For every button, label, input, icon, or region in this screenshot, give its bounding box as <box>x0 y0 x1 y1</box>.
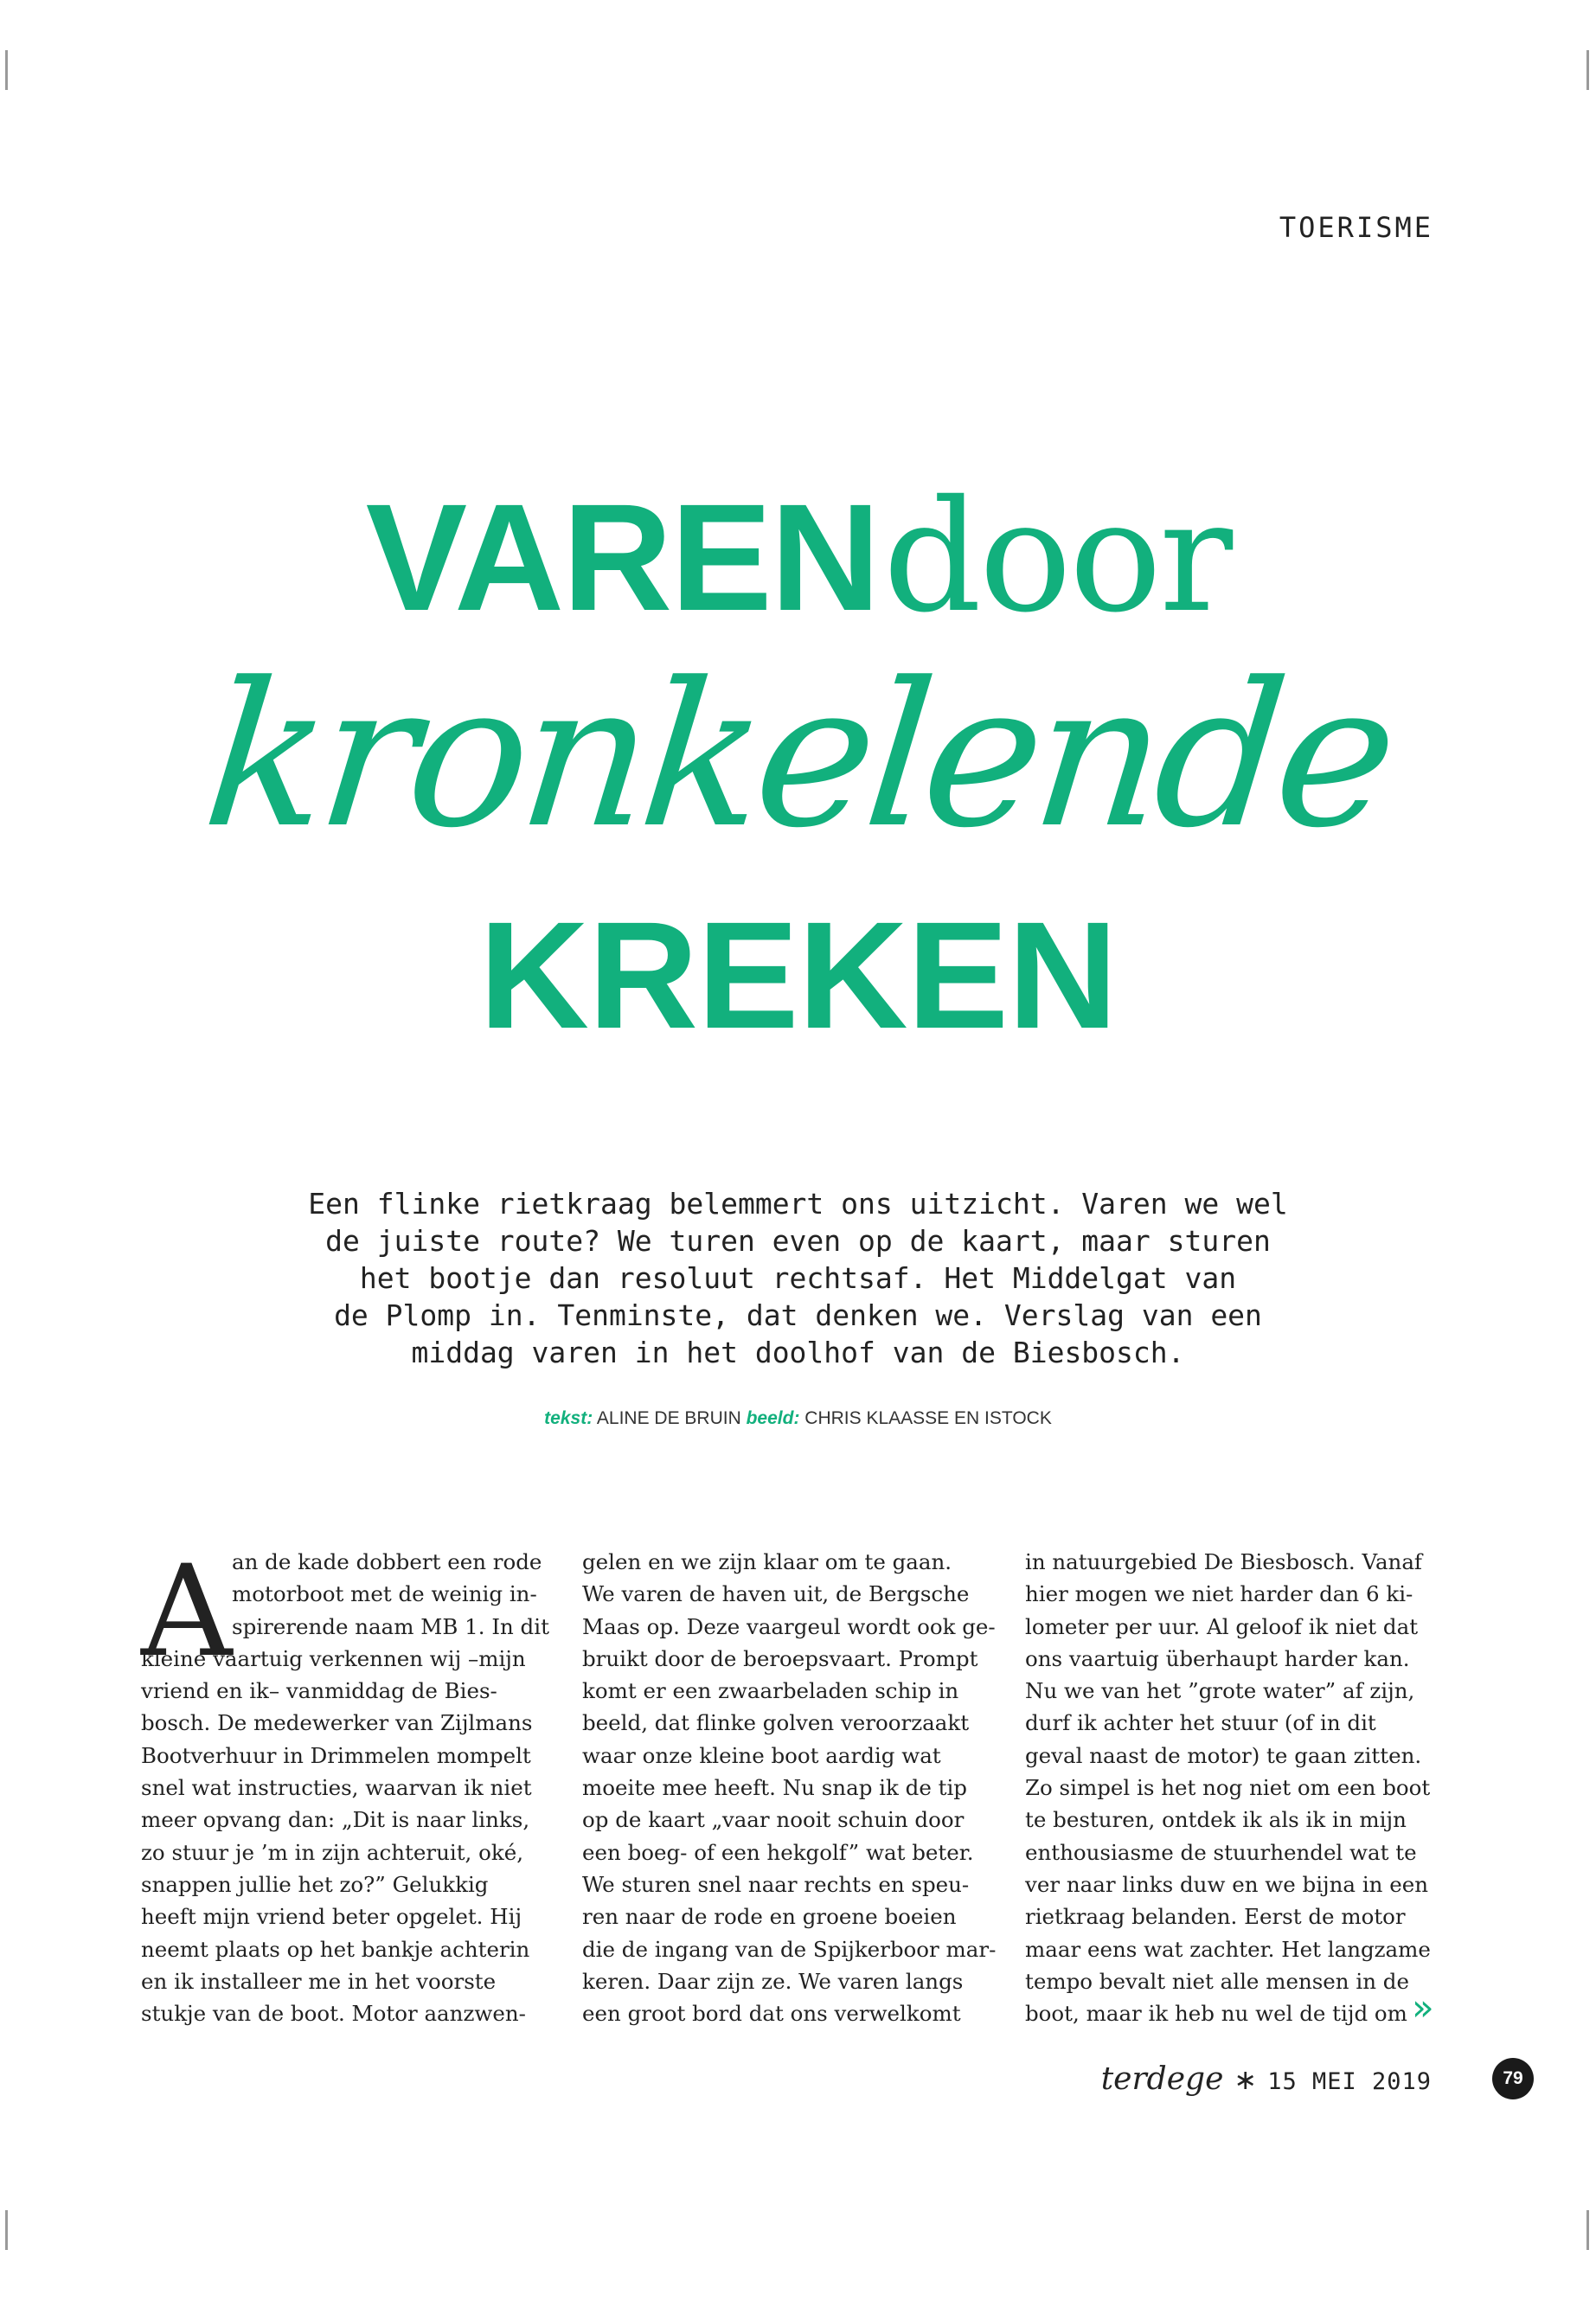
magazine-brand: terdege <box>1100 2061 1224 2097</box>
body-line: enthousiasme de stuurhendel wat te <box>1025 1839 1417 1865</box>
credits <box>0 1408 1596 1429</box>
body-line: heeft mijn vriend beter opgelet. Hij <box>141 1904 522 1930</box>
body-line: een boeg- of een hekgolf” wat beter. <box>582 1839 974 1865</box>
body-line: geval naast de motor) te gaan zitten. <box>1025 1742 1422 1768</box>
intro-line: de Plomp in. Tenminste, dat denken we. Verslag van een <box>334 1298 1262 1332</box>
body-line: komt er een zwaarbeladen schip in <box>582 1678 959 1704</box>
body-line: te besturen, ontdek ik als ik in mijn <box>1025 1807 1407 1833</box>
body-line: bruikt door de beroepsvaart. Prompt <box>582 1645 978 1671</box>
credit-image-label: beeld: <box>746 1408 800 1428</box>
body-line: ver naar links duw en we bijna in een <box>1025 1871 1429 1897</box>
continue-arrow-icon: » <box>1412 1986 1434 2029</box>
body-line: boot, maar ik heb nu wel de tijd om <box>1025 2001 1407 2027</box>
headline-line-1 <box>0 467 1596 646</box>
body-line: maar eens wat zachter. Het langzame <box>1025 1936 1431 1962</box>
drop-cap: A <box>141 1538 233 1685</box>
body-line: zo stuur je ’m in zijn achteruit, oké, <box>141 1839 524 1865</box>
body-line: neemt plaats op het bankje achterin <box>141 1936 530 1962</box>
body-line: lometer per uur. Al geloof ik niet dat <box>1025 1613 1419 1639</box>
body-line: bosch. De medewerker van Zijlmans <box>141 1710 533 1736</box>
body-line: hier mogen we niet harder dan 6 ki- <box>1025 1581 1413 1607</box>
intro-line: de juiste route? We turen even op de kaart, maar sturen <box>325 1224 1271 1258</box>
headline-door: door <box>882 467 1231 646</box>
body-line: kleine vaartuig verkennen wij –mijn <box>141 1645 526 1671</box>
body-line: Zo simpel is het nog niet om een boot <box>1025 1775 1431 1801</box>
headline-varen: VAREN <box>365 473 879 643</box>
body-line: en ik installeer me in het voorste <box>141 1968 497 1994</box>
body-line: moeite mee heeft. Nu snap ik de tip <box>582 1775 967 1801</box>
credit-text-author: ALINE DE BRUIN <box>596 1408 741 1428</box>
body-line: vriend en ik– vanmiddag de Bies- <box>141 1678 497 1704</box>
body-line: ons vaartuig überhaupt harder kan. <box>1025 1645 1410 1671</box>
section-label: TOERISME <box>1279 211 1433 244</box>
intro-line: middag varen in het doolhof van de Biesbosch. <box>411 1336 1185 1369</box>
crop-mark-top-right <box>1586 50 1589 90</box>
intro-line: het bootje dan resoluut rechtsaf. Het Middelgat van <box>359 1261 1237 1295</box>
body-line: We sturen snel naar rechts en speu- <box>582 1871 970 1897</box>
credit-image-author: CHRIS KLAASSE EN ISTOCK <box>804 1408 1052 1428</box>
body-line: motorboot met de weinig in- <box>232 1581 537 1607</box>
intro-line: Een flinke rietkraag belemmert ons uitzicht. Varen we wel <box>308 1187 1288 1221</box>
body-line: an de kade dobbert een rode <box>232 1549 542 1574</box>
body-line: een groot bord dat ons verwelkomt <box>582 2001 961 2027</box>
headline-kronkelende: kronkelende <box>195 641 1401 872</box>
credit-text-label: tekst: <box>544 1408 593 1428</box>
body-line: gelen en we zijn klaar om te gaan. <box>582 1549 952 1574</box>
body-line: rietkraag belanden. Eerst de motor <box>1025 1904 1406 1930</box>
body-column-2 <box>582 1546 997 2029</box>
issue-date: 15 MEI 2019 <box>1267 2068 1432 2095</box>
page-footer <box>1101 2061 1432 2097</box>
body-line: waar onze kleine boot aardig wat <box>582 1742 941 1768</box>
body-line: in natuurgebied De Biesbosch. Vanaf <box>1025 1549 1423 1574</box>
body-line: meer opvang dan: „Dit is naar links, <box>141 1807 530 1833</box>
body-line: Nu we van het ”grote water” af zijn, <box>1025 1678 1415 1704</box>
body-line: tempo bevalt niet alle mensen in de <box>1025 1968 1409 1994</box>
body-line: spirerende naam MB 1. In dit <box>232 1613 549 1639</box>
body-line: stukje van de boot. Motor aanzwen- <box>141 2001 526 2027</box>
body-line: Maas op. Deze vaargeul wordt ook ge- <box>582 1613 996 1639</box>
body-line: snappen jullie het zo?” Gelukkig <box>141 1871 489 1897</box>
asterisk-icon: ∗ <box>1234 2063 1258 2096</box>
page-number: 79 <box>1492 2058 1534 2099</box>
intro-paragraph <box>225 1185 1371 1371</box>
body-line: keren. Daar zijn ze. We varen langs <box>582 1968 964 1994</box>
crop-mark-top-left <box>5 50 8 90</box>
body-line: snel wat instructies, waarvan ik niet <box>141 1775 532 1801</box>
body-line: op de kaart „vaar nooit schuin door <box>582 1807 965 1833</box>
crop-mark-bottom-left <box>5 2210 8 2250</box>
body-line: die de ingang van de Spijkerboor mar- <box>582 1936 997 1962</box>
body-column-1 <box>141 1538 549 2029</box>
headline-kreken: KREKEN <box>478 891 1118 1061</box>
body-line: durf ik achter het stuur (of in dit <box>1025 1710 1376 1736</box>
crop-mark-bottom-right <box>1586 2210 1589 2250</box>
body-column-3 <box>1025 1546 1431 2029</box>
body-line: ren naar de rode en groene boeien <box>582 1904 957 1930</box>
body-line: beeld, dat flinke golven veroorzaakt <box>582 1710 970 1736</box>
body-line: We varen de haven uit, de Bergsche <box>582 1581 970 1607</box>
body-line: Bootverhuur in Drimmelen mompelt <box>141 1742 531 1768</box>
